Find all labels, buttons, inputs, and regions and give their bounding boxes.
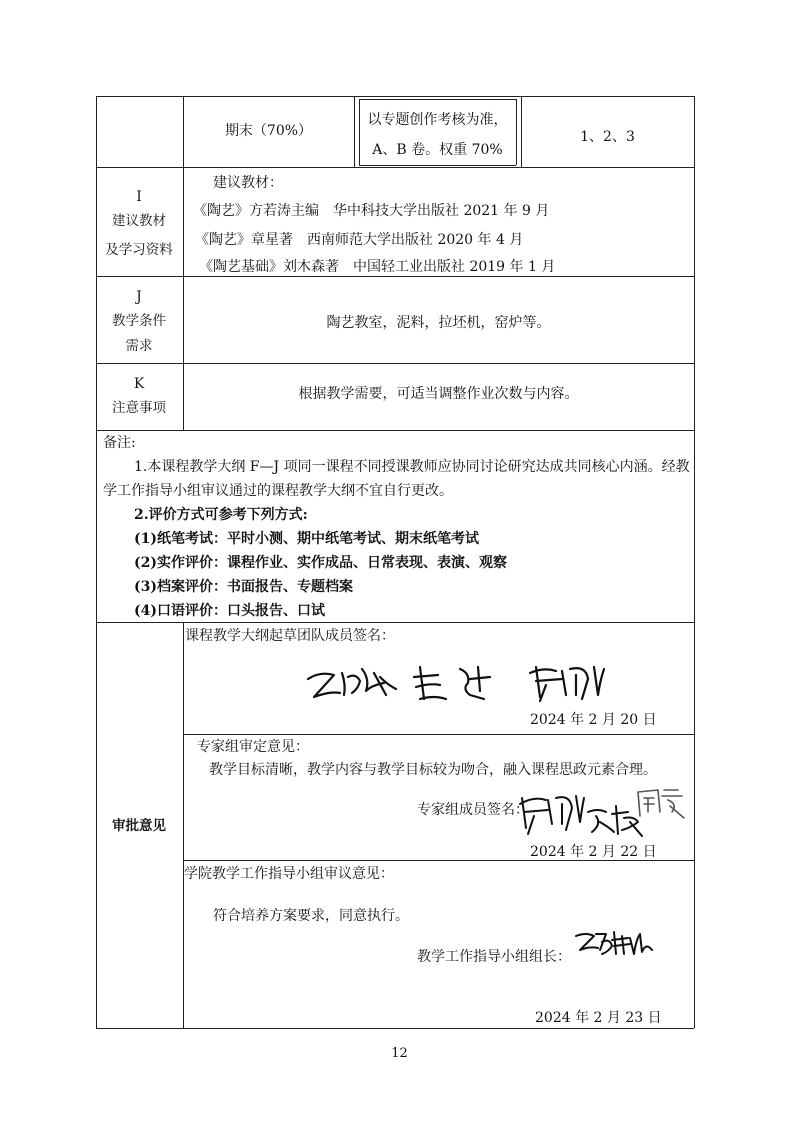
section-k-title: 注意事项: [112, 400, 166, 416]
expert-sign-label: 专家组成员签名：: [417, 802, 529, 818]
remarks-item2: 2.评价方式可参考下列方式:: [134, 507, 308, 523]
exam-method-line2: A、B 卷。权重 70%: [372, 142, 503, 158]
evaluation-method-2: (2)实作评价：课程作业、实作成品、日常表现、表演、观察: [134, 555, 507, 571]
expert-date: 2024 年 2 月 22 日: [530, 844, 657, 860]
remarks-heading: 备注:: [103, 435, 136, 451]
evaluation-method-3: (3)档案评价：书面报告、专题档案: [134, 579, 353, 595]
section-i-title-line2: 及学习资料: [105, 242, 173, 258]
college-sign-label: 教学工作指导小组组长：: [417, 949, 571, 965]
textbook-heading: 建议教材：: [213, 175, 283, 191]
exam-goals-cell: 1、2、3: [580, 129, 635, 145]
teaching-conditions-content: 陶艺教室，泥料，拉坯机，窑炉等。: [326, 315, 551, 331]
section-i-title-line1: 建议教材: [112, 213, 166, 229]
college-leader-signature-image: [572, 928, 656, 960]
college-opinion: 符合培养方案要求，同意执行。: [213, 908, 409, 924]
expert-signatures-image: [518, 782, 690, 842]
page-number: 12: [391, 1046, 408, 1061]
textbook-item-3: 《陶艺基础》刘木森著 中国轻工业出版社 2019 年 1 月: [199, 259, 556, 275]
notes-content: 根据教学需要，可适当调整作业次数与内容。: [298, 386, 579, 402]
expert-heading: 专家组审定意见：: [197, 739, 309, 755]
exam-method-line1: 以专题创作考核为准，: [367, 112, 508, 128]
remarks-item1-line1: 1.本课程教学大纲 F—J 项同一课程不同授课教师应协同讨论研究达成共同核心内涵。经教: [134, 459, 690, 475]
remarks-item1-line2: 学工作指导小组审议通过的课程教学大纲不宜自行更改。: [103, 483, 453, 499]
approval-label: 审批意见: [112, 818, 166, 834]
textbook-item-1: 《陶艺》方若涛主编 华中科技大学出版社 2021 年 9 月: [193, 203, 550, 219]
exam-type-cell: 期末（70%）: [224, 123, 313, 139]
section-i-letter: I: [136, 189, 142, 205]
section-j-title-line1: 教学条件: [112, 313, 166, 329]
expert-opinion: 教学目标清晰，教学内容与教学目标较为吻合，融入课程思政元素合理。: [209, 762, 657, 778]
textbook-item-2: 《陶艺》章星著 西南师范大学出版社 2020 年 4 月: [195, 232, 524, 248]
section-j-letter: J: [136, 289, 142, 305]
drafting-date: 2024 年 2 月 20 日: [530, 712, 657, 728]
college-heading: 学院教学工作指导小组审议意见：: [184, 866, 394, 882]
section-k-letter: K: [133, 376, 145, 392]
drafting-team-heading: 课程教学大纲起草团队成员签名：: [185, 628, 395, 644]
college-date: 2024 年 2 月 23 日: [535, 1010, 662, 1026]
evaluation-method-4: (4)口语评价：口头报告、口试: [134, 603, 325, 619]
drafting-signatures-image: [300, 655, 640, 710]
section-j-title-line2: 需求: [125, 338, 153, 354]
evaluation-method-1: (1)纸笔考试：平时小测、期中纸笔考试、期末纸笔考试: [134, 531, 479, 547]
